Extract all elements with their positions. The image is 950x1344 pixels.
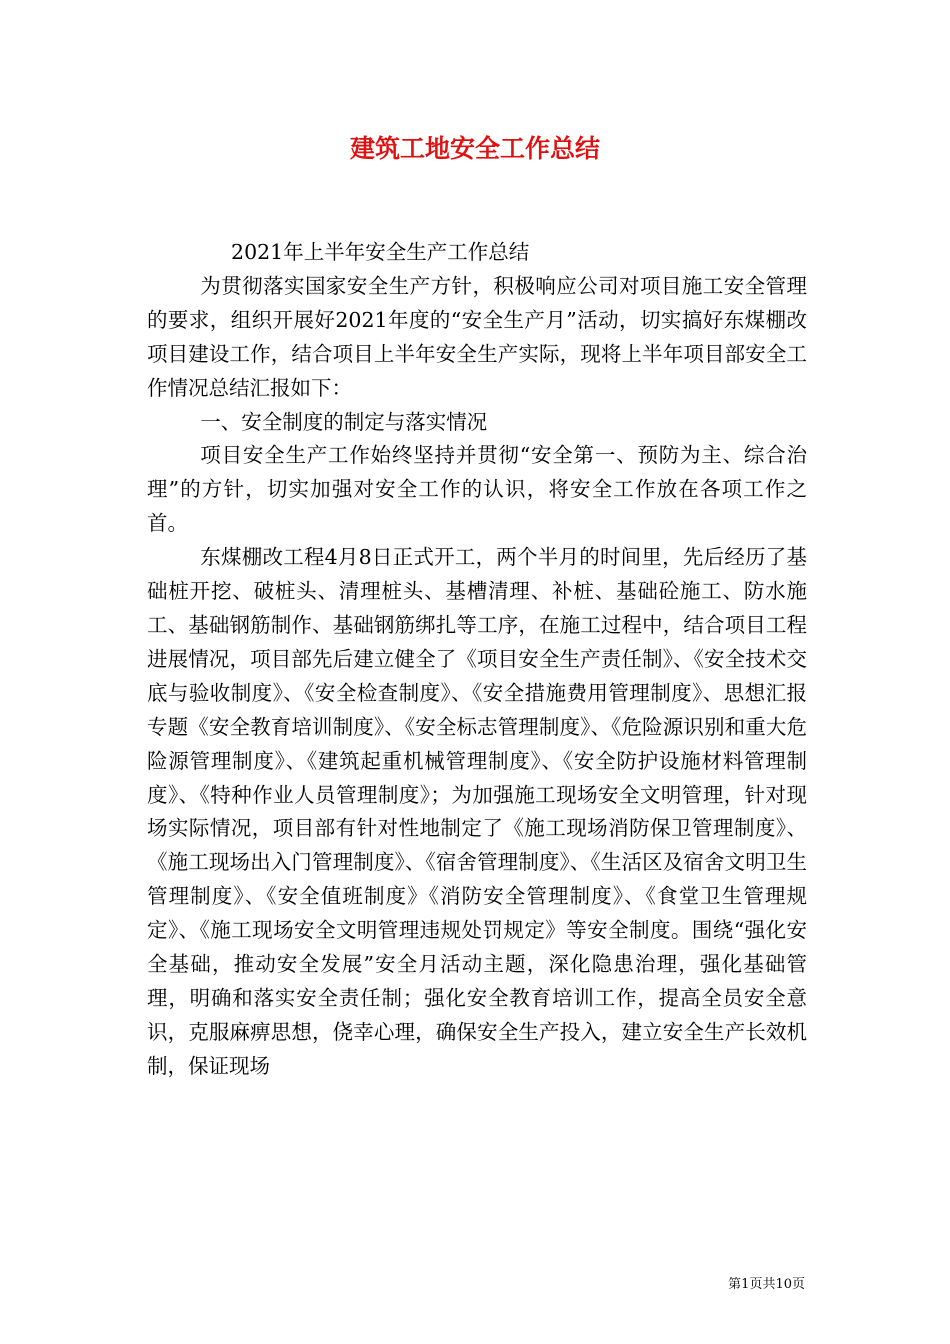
section-heading: 一、安全制度的制定与落实情况 <box>200 409 488 434</box>
page-number: 第1页共10页 <box>728 1277 805 1292</box>
document-title: 建筑工地安全工作总结 <box>349 134 600 163</box>
paragraph-details: 东煤棚改工程4月8日正式开工，两个半月的时间里，先后经历了基础桩开挖、破桩头、清理桩头、基槽清理、补桩、基础砼施工、防水施工、基础钢筋制作、基础钢筋绑扎等工序，在施工过程中，结合项目工程进展情况，项目部先后建立健全了《项目安全生产责任制》、《安全技术交底与验收制度》、《安全检查制度》、《安全措施费用管理制度》、思想汇报专题《安全教育培训制度》、《安全标志管理制度》、《危险源识别和重大危险源管理制度》、《建筑起重机械管理制度》、《安全防护设施材料管理制度》、《特种作业人员管理制度》；为加强施工现场安全文明管理，针对现场实际情况，项目部有针对性地制定了《施工现场消防保卫管理制度》、《施工现场出入门管理制度》、《宿舍管理制度》、《生活区及宿舍文明卫生管理制度》、《安全值班制度》《消防安全管理制度》、《食堂卫生管理规定》、《施工现场安全文明管理违规处罚规定》等安全制度。围绕“强化安全基础，推动安全发展”安全月活动主题，深化隐患治理，强化基础管理，明确和落实安全责任制；强化安全教育培训工作，提高全员安全意识，克服麻痹思想，侥幸心理，确保安全生产投入，建立安全生产长效机制，保证现场 <box>147 545 807 1078</box>
paragraph-intro: 为贯彻落实国家安全生产方针，积极响应公司对项目施工安全管理的要求，组织开展好2021年度的“安全生产月”活动，切实搞好东煤棚改项目建设工作，结合项目上半年安全生产实际，现将上半年项目部安全工作情况总结汇报如下： <box>147 273 807 400</box>
document-subtitle: 2021年上半年安全生产工作总结 <box>231 240 530 264</box>
paragraph-principle: 项目安全生产工作始终坚持并贯彻“安全第一、预防为主、综合治理”的方针，切实加强对安全工作的认识，将安全工作放在各项工作之首。 <box>147 443 807 536</box>
document-body <box>147 236 807 1084</box>
